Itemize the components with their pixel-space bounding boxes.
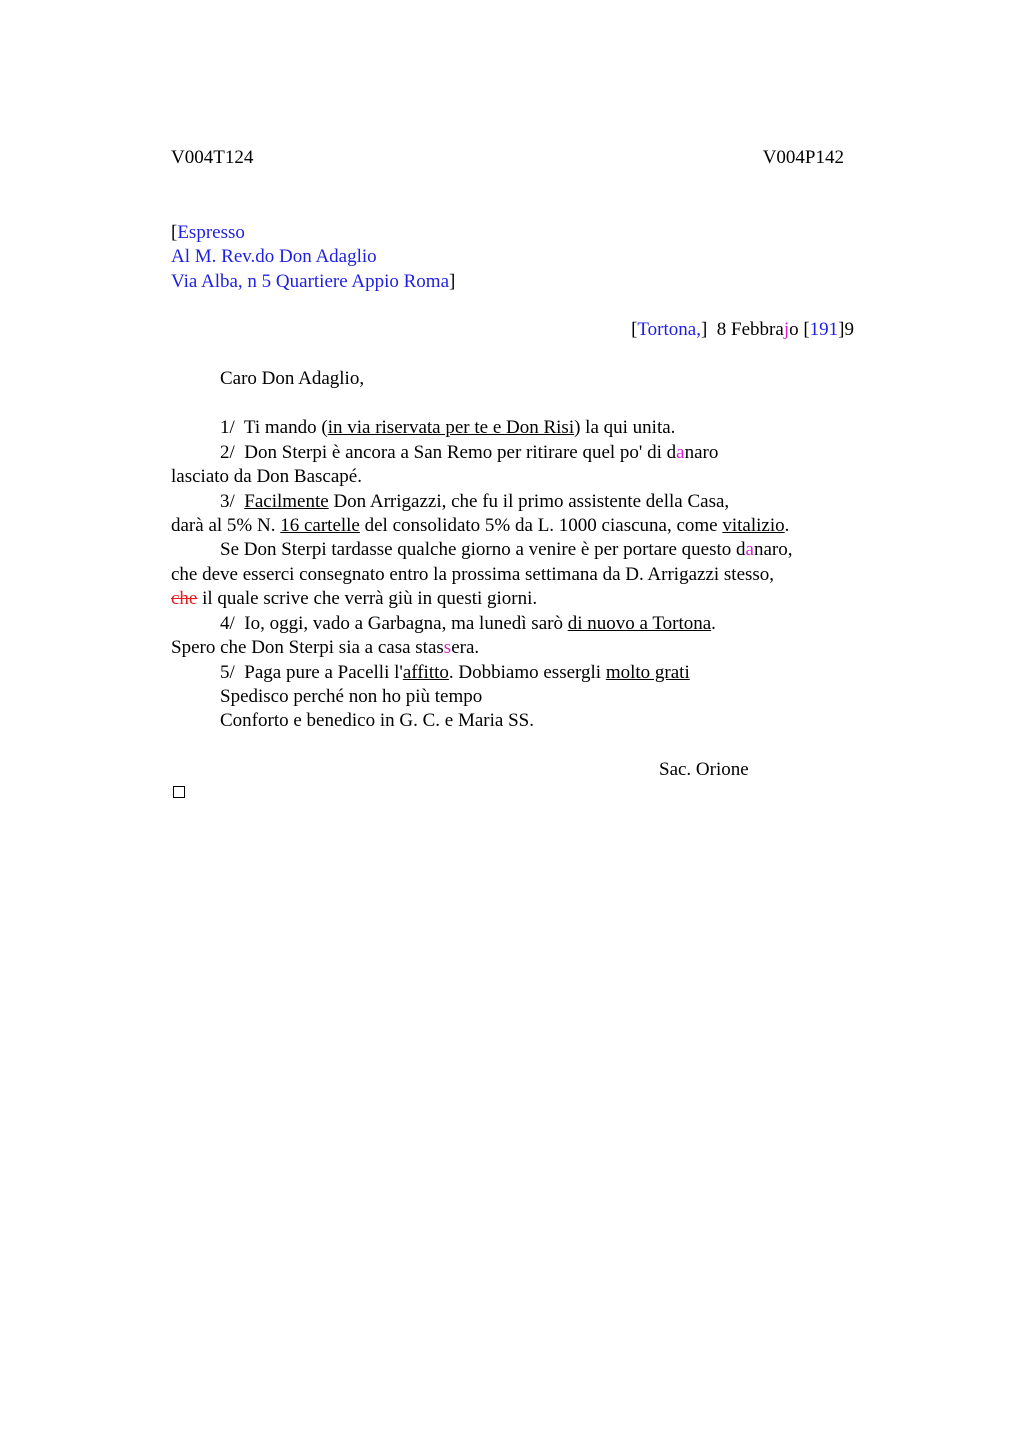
text: 2/ Don Sterpi è ancora a San Remo per ritirare quel po' di d — [220, 442, 677, 463]
bracket: ] — [700, 319, 708, 340]
address-line-2: Al M. Rev.do Don Adaglio — [171, 246, 377, 267]
text: naro, — [753, 539, 793, 560]
underlined-text: Facilmente — [244, 491, 329, 512]
paragraph-4-line-1 — [220, 612, 716, 636]
closing-line-2: Conforto e benedico in G. C. e Maria SS. — [220, 710, 534, 731]
address-street: Via Alba, n 5 Quartiere Appio Roma — [171, 271, 449, 292]
text: 5/ Paga pure a Pacelli l' — [220, 662, 403, 683]
correction-letter: a — [676, 442, 685, 463]
paragraph-4-line-2 — [171, 636, 479, 660]
date-day-month: 8 Febbra — [707, 319, 784, 340]
underlined-text: 16 cartelle — [280, 515, 360, 536]
text: il quale scrive che verrà giù in questi giorni. — [197, 588, 538, 609]
bracket: ] — [838, 319, 845, 340]
paragraph-3-line-2 — [171, 514, 789, 538]
bracket: [ — [803, 319, 810, 340]
document-code-right: V004P142 — [762, 147, 844, 168]
paragraph-2-line-1 — [220, 441, 718, 465]
text: ) la qui unita. — [574, 417, 676, 438]
date-line — [631, 318, 854, 342]
address-espresso: Espresso — [177, 222, 245, 243]
underlined-text: in via riservata per te e Don Risi — [327, 417, 575, 438]
paragraph-5 — [220, 661, 690, 685]
text: . Dobbiamo essergli — [448, 662, 606, 683]
correction-letter: j — [783, 319, 790, 340]
end-marker-box-icon — [173, 786, 185, 798]
closing-line-1: Spedisco perché non ho più tempo — [220, 686, 483, 707]
paragraph-2-line-2: lasciato da Don Bascapé. — [171, 466, 362, 487]
deleted-text: che — [171, 588, 198, 609]
date-month-rest: o — [789, 319, 804, 340]
paragraph-3-line-3 — [220, 538, 792, 562]
address-line-1 — [171, 221, 245, 245]
bracket: ] — [449, 271, 456, 292]
bracket: [ — [631, 319, 638, 340]
text: 1/ Ti mando ( — [220, 417, 328, 438]
text: darà al 5% N. — [171, 515, 281, 536]
text: era. — [451, 637, 480, 658]
text: del consolidato 5% da L. 1000 ciascuna, come — [359, 515, 723, 536]
address-line-3 — [171, 270, 455, 294]
correction-letter: a — [745, 539, 754, 560]
bracket: [ — [171, 222, 178, 243]
underlined-text: di nuovo a Tortona — [567, 613, 712, 634]
signature: Sac. Orione — [659, 759, 749, 780]
paragraph-3-line-4: che deve esserci consegnato entro la prossima settimana da D. Arrigazzi stesso, — [171, 564, 775, 585]
document-code-left: V004T124 — [171, 147, 254, 168]
text: 3/ — [220, 491, 245, 512]
text: 4/ Io, oggi, vado a Garbagna, ma lunedì sarò — [220, 613, 568, 634]
text: naro — [684, 442, 719, 463]
correction-letter: s — [443, 637, 452, 658]
underlined-text: vitalizio — [722, 515, 785, 536]
text: Spero che Don Sterpi sia a casa stas — [171, 637, 444, 658]
underlined-text: affitto — [402, 662, 449, 683]
text: Se Don Sterpi tardasse qualche giorno a venire è per portare questo d — [220, 539, 746, 560]
text: . — [711, 613, 716, 634]
salutation: Caro Don Adaglio, — [220, 368, 365, 389]
date-year-suffix: 9 — [844, 319, 854, 340]
date-place: Tortona, — [637, 319, 701, 340]
paragraph-1 — [220, 416, 675, 440]
paragraph-3-line-1 — [220, 490, 729, 514]
date-year-prefix: 191 — [809, 319, 839, 340]
paragraph-3-line-5 — [171, 587, 537, 611]
underlined-text: molto grati — [605, 662, 690, 683]
text: . — [784, 515, 790, 536]
text: Don Arrigazzi, che fu il primo assistente della Casa, — [328, 491, 730, 512]
